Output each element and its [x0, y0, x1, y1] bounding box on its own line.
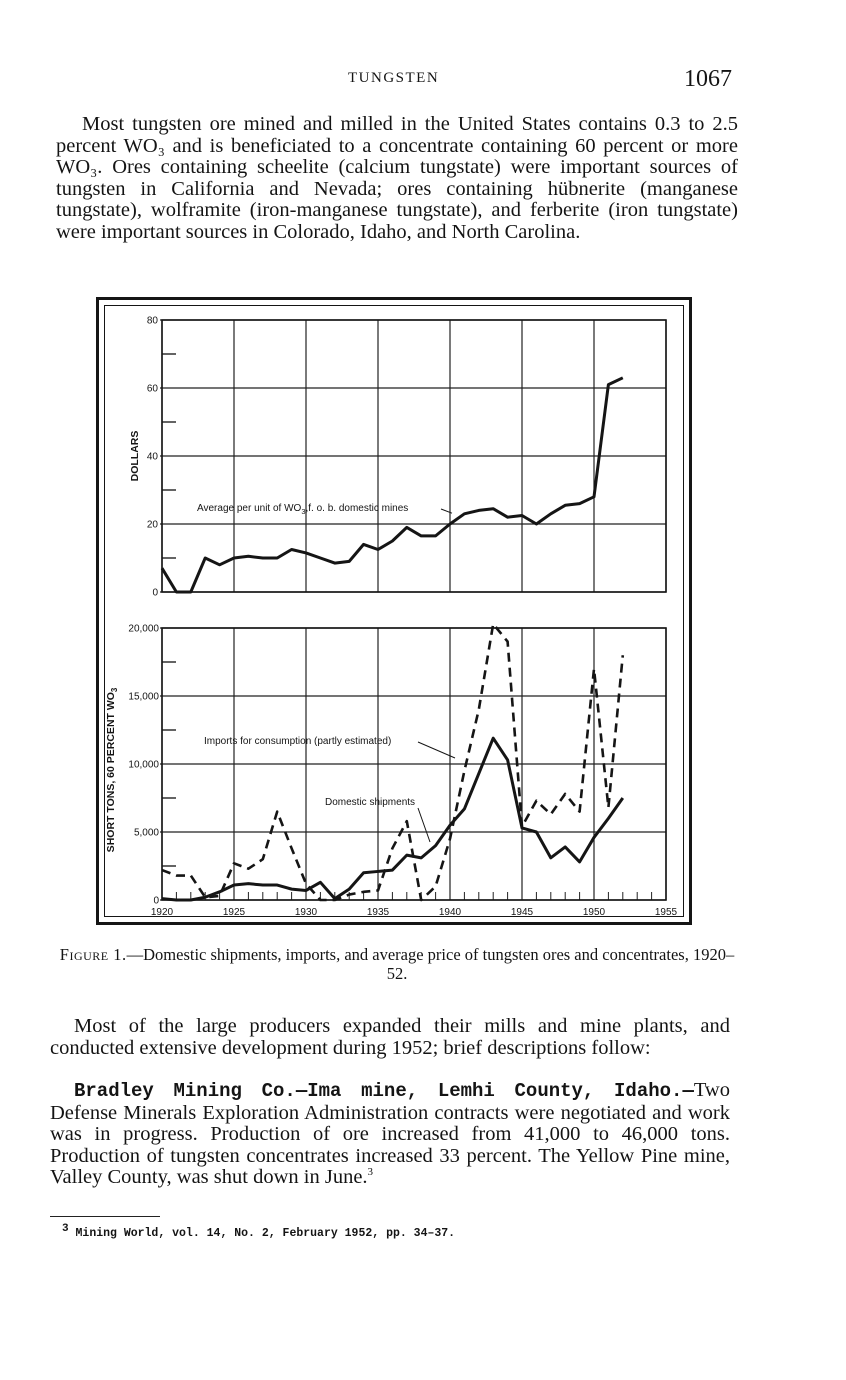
tons-y-tick-label: 0 — [153, 895, 159, 907]
imports-series-label: Imports for consumption (partly estimated) — [204, 736, 392, 747]
tons-x-tick-label: 1920 — [150, 907, 174, 918]
footnote-reference: 3 — [367, 1166, 374, 1179]
running-title: TUNGSTEN — [348, 70, 440, 86]
price-y-tick-label: 0 — [152, 587, 158, 599]
price-y-tick-label: 60 — [146, 383, 158, 395]
tons-x-tick-label: 1940 — [438, 907, 462, 918]
footnote-text: Mining World, vol. 14, No. 2, February 1952, pp. 34–37. — [75, 1227, 456, 1240]
tons-y-tick-label: 5,000 — [133, 827, 159, 839]
tons-y-tick-label: 15,000 — [128, 691, 159, 703]
tons-x-tick-label: 1925 — [222, 907, 246, 918]
imports-series-line — [162, 624, 623, 900]
tons-x-tick-label: 1945 — [510, 907, 534, 918]
tons-y-tick-label: 20,000 — [128, 623, 159, 635]
tons-x-tick-label: 1935 — [366, 907, 390, 918]
price-series-line — [162, 378, 623, 592]
producers-paragraph: Most of the large producers expanded their mills and mine plants, and conducted extensive development during 1952; brief descriptions follow: — [50, 1015, 730, 1059]
figure-caption — [56, 945, 738, 983]
domestic-label-leader — [418, 808, 430, 842]
price-chart — [129, 316, 666, 599]
price-y-tick-label: 40 — [146, 451, 158, 463]
bradley-paragraph — [50, 1080, 730, 1189]
footnote — [62, 1223, 456, 1240]
bradley-lead-in: Bradley Mining Co.—Ima mine, Lemhi County, Idaho.— — [74, 1080, 694, 1102]
footnote-marker: 3 — [62, 1223, 69, 1236]
tons-y-tick-label: 10,000 — [128, 759, 159, 771]
intro-paragraph: Most tungsten ore mined and milled in the United States contains 0.3 to 2.5 percent WO₃ and is beneficiated to a concentrate containing 60 percent or more WO₃. Ores containing scheelite (calcium tungstate) were important sources of tungsten in California and Nevada; ores containing hübnerite (manganese tungstate), wolframite (iron-manganese tungstate), and ferberite (iron tungstate) were important sources in Colorado, Idaho, and North Carolina. — [56, 113, 738, 243]
tons-chart — [105, 624, 678, 919]
figure-caption-text: —Domestic shipments, imports, and average price of tungsten ores and concentrates, 1920–52. — [126, 945, 735, 983]
domestic-series-line — [162, 738, 623, 900]
page-number: 1067 — [684, 66, 732, 92]
price-y-tick-label: 80 — [146, 315, 158, 327]
figure-caption-label: Figure 1. — [59, 945, 127, 964]
bradley-body: Two Defense Minerals Exploration Administration contracts were negotiated and work was in progress. Production of ore increased from 41,000 to 46,000 tons. Production of tungsten concentrates increased 33 percent. The Yellow Pine mine, Valley County, was shut down in June. — [50, 1079, 730, 1188]
price-y-tick-label: 20 — [146, 519, 158, 531]
price-series-label: Average per unit of $WO_3,f$. o. b. domestic mines — [197, 503, 409, 516]
tons-x-tick-label: 1930 — [294, 907, 318, 918]
footnote-rule — [50, 1216, 160, 1217]
price-y-axis-label: DOLLARS — [129, 430, 141, 482]
tons-y-axis-label: SHORT TONS, 60 PERCENT $WO_3$ — [105, 687, 119, 853]
domestic-series-label: Domestic shipments — [325, 797, 416, 808]
tons-x-tick-label: 1955 — [654, 907, 678, 918]
tons-x-tick-label: 1950 — [582, 907, 606, 918]
